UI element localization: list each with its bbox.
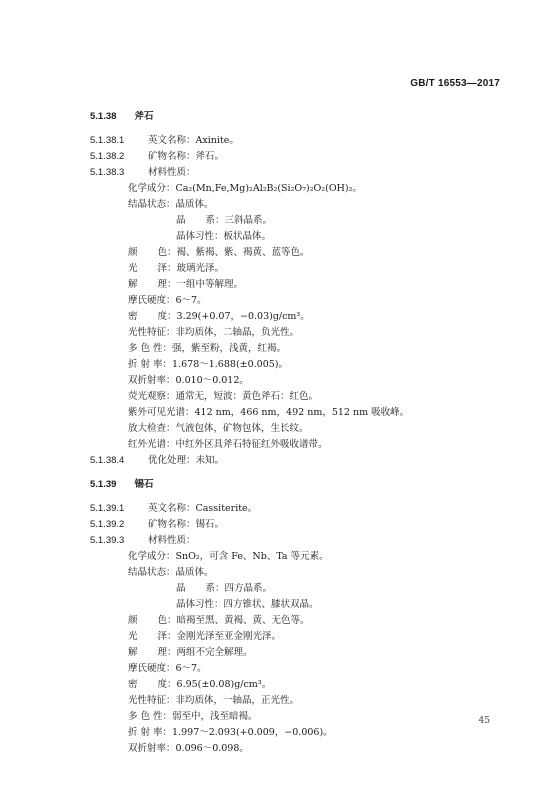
section-title: 锡石 — [134, 479, 154, 490]
section-title: 斧石 — [134, 111, 154, 122]
material-props-label: 材料性质： — [148, 167, 196, 178]
mineral-name: 矿物名称：锡石。 — [148, 519, 225, 530]
crystal-habit: 晶体习性：板状晶体。 — [176, 231, 272, 242]
cleavage: 解 理：一组中等解理。 — [128, 279, 244, 290]
clause-number: 5.1.39.3 — [90, 535, 125, 546]
density: 密 度：6.95(±0.08)g/cm³。 — [128, 679, 272, 690]
clause-number: 5.1.38.1 — [90, 135, 125, 146]
infrared-spectrum: 红外光谱：中红外区具斧石特征红外吸收谱带。 — [128, 439, 328, 450]
birefringence: 双折射率：0.096～0.098。 — [128, 743, 249, 754]
crystal-system: 晶 系：三斜晶系。 — [176, 215, 273, 226]
crystal-state: 结晶状态：晶质体。 — [128, 567, 214, 578]
section-heading — [90, 110, 154, 124]
page-number: 45 — [478, 716, 490, 726]
luster: 光 泽：金刚光泽至亚金刚光泽。 — [128, 631, 282, 642]
clause-number: 5.1.38.3 — [90, 167, 125, 178]
clause-number: 5.1.39.2 — [90, 519, 125, 530]
section-heading — [90, 478, 154, 492]
crystal-state: 结晶状态：晶质体。 — [128, 199, 214, 210]
section-number: 5.1.38 — [90, 111, 117, 122]
fluorescence: 荧光观察：通常无，短波：黄色斧石：红色。 — [128, 391, 319, 402]
hardness: 摩氏硬度：6～7。 — [128, 295, 207, 306]
optic-character: 光性特征：非均质体，一轴晶，正光性。 — [128, 695, 300, 706]
section-number: 5.1.39 — [90, 479, 117, 490]
uv-vis-spectrum: 紫外可见光谱：412 nm，466 nm，492 nm，512 nm 吸收峰。 — [128, 407, 410, 418]
material-props-label: 材料性质： — [148, 535, 196, 546]
treatment: 优化处理：未知。 — [148, 455, 225, 466]
birefringence: 双折射率：0.010～0.012。 — [128, 375, 249, 386]
optic-character: 光性特征：非均质体，二轴晶，负光性。 — [128, 327, 300, 338]
pleochroism: 多 色 性：弱至中，浅至暗褐。 — [128, 711, 258, 722]
hardness: 摩氏硬度：6～7。 — [128, 663, 207, 674]
chemical-composition: 化学成分：SnO₂，可含 Fe、Nb、Ta 等元素。 — [128, 551, 329, 562]
clause-number: 5.1.38.2 — [90, 151, 125, 162]
cleavage: 解 理：两组不完全解理。 — [128, 647, 253, 658]
standard-code: GB/T 16553—2017 — [410, 78, 500, 89]
magnification: 放大检查：气液包体，矿物包体，生长纹。 — [128, 423, 309, 434]
crystal-habit: 晶体习性：四方锥状、膝状双晶。 — [176, 599, 319, 610]
english-name: 英文名称：Axinite。 — [148, 135, 239, 146]
english-name: 英文名称：Cassiterite。 — [148, 503, 258, 514]
clause-number: 5.1.39.1 — [90, 503, 125, 514]
clause-number: 5.1.38.4 — [90, 455, 125, 466]
color: 颜 色：暗褐至黑、黄褐、黄、无色等。 — [128, 615, 310, 626]
pleochroism: 多 色 性：强，紫至粉，浅黄，红褐。 — [128, 343, 287, 354]
luster: 光 泽：玻璃光泽。 — [128, 263, 225, 274]
refractive-index: 折 射 率：1.997～2.093(+0.009，−0.006)。 — [128, 727, 333, 738]
refractive-index: 折 射 率：1.678～1.688(±0.005)。 — [128, 359, 289, 370]
crystal-system: 晶 系：四方晶系。 — [176, 583, 273, 594]
chemical-composition: 化学成分：Ca₂(Mn,Fe,Mg)₂Al₂B₂(Si₂O₇)₂O₂(OH)₂。 — [128, 183, 362, 194]
color: 颜 色：褐、紫褐、紫、褐黄、蓝等色。 — [128, 247, 310, 258]
mineral-name: 矿物名称：斧石。 — [148, 151, 225, 162]
density: 密 度：3.29(+0.07，−0.03)g/cm³。 — [128, 311, 310, 322]
